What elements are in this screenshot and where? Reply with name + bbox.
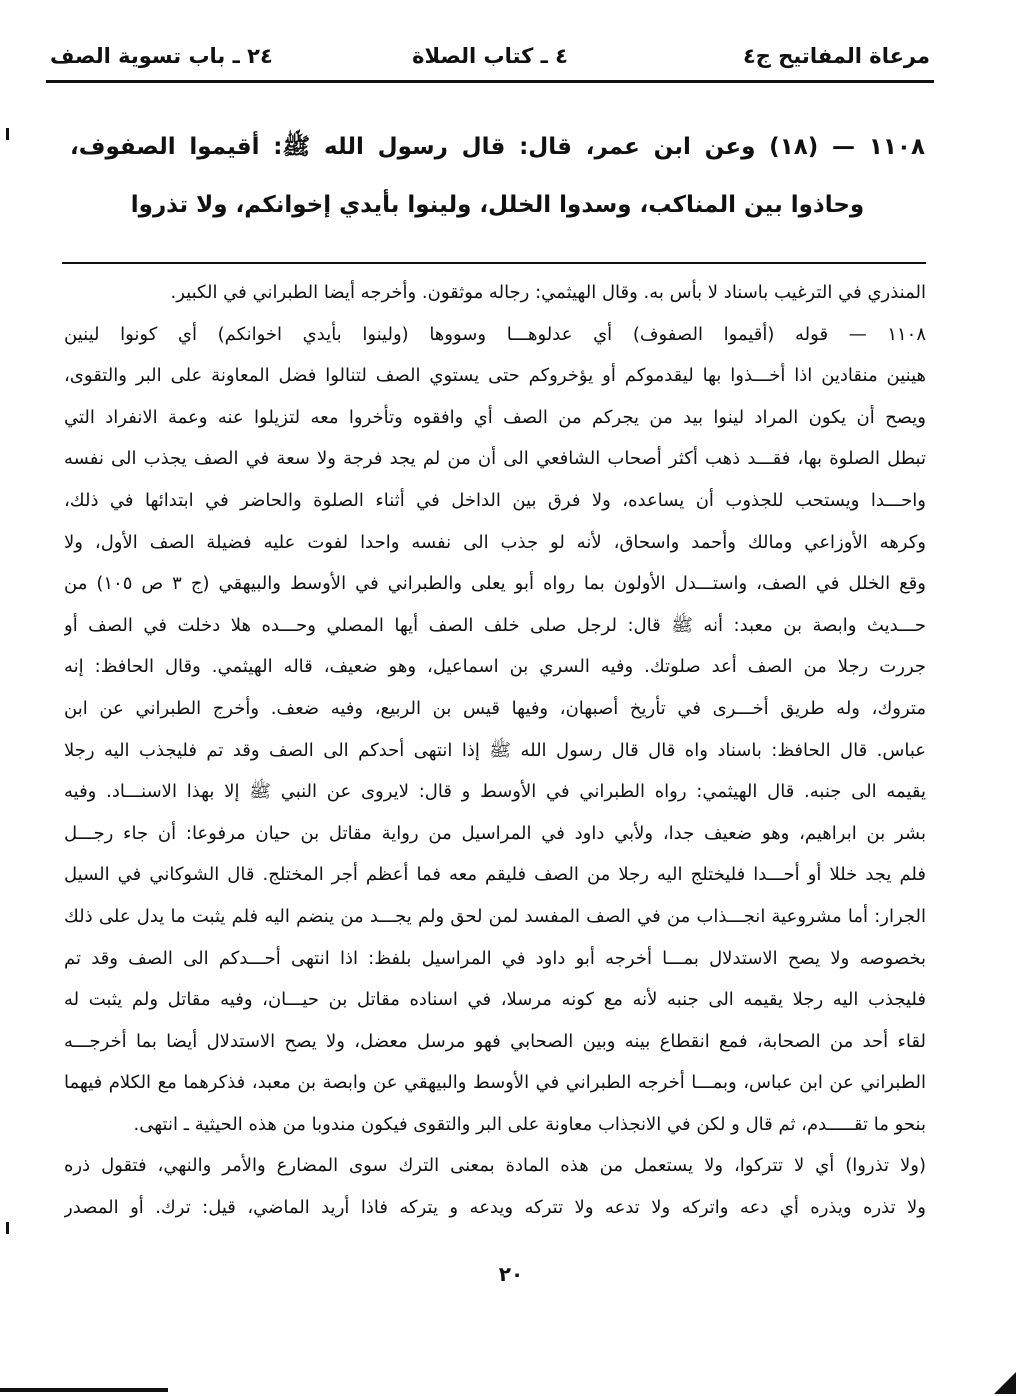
page-corner-mark (994, 1372, 1016, 1394)
commentary-line: (ولا تذروا) أي لا تتركوا، ولا يستعمل من هذه المادة بمعنى الترك سوى المضارع والأمر والنهي، فتقول ذره (64, 1155, 926, 1177)
scan-edge-mark (6, 128, 9, 140)
page-number: ٢٠ (498, 1262, 524, 1286)
commentary-line: جررت رجلا من الصف أعد صلوتك. وفيه السري بن اسماعيل، وهو ضعيف، قاله الهيثمي. وقال الحافظ: إنه (64, 656, 926, 678)
commentary-line: ويصح أن يكون المراد لينوا بيد من يجركم من الصف أي وافقوه وتأخروا معه لتزيلوا عنه وعمة الانفراد التي (64, 406, 926, 428)
hadith-text: ١١٠٨ — (١٨) وعن ابن عمر، قال: قال رسول الله ﷺ: أقيموا الصفوف، وحاذوا بين المناكب، وسدوا الخلل، ولينوا بأيدي إخوانكم، ولا تذروا (70, 134, 925, 218)
commentary-line: الطبراني عن ابن عباس، وبمـــا أخرجه الطبراني في الأوسط والبيهقي عن وابصة بن معبد، فذكرهما مع الكلام فيهما (64, 1072, 926, 1094)
commentary-line: الجرار: أما مشروعية انجـــذاب من في الصف المفسد لمن لحق ولم يجـــد من ينضم اليه فلم يثبت ما يدل على ذلك (64, 905, 926, 927)
commentary-line: لقاء أحد من الصحابة، فمع انقطاع بينه وبين الصحابي فهو مرسل معضل، ولا يصح الاستدلال أيضا بما أخرجـــه (64, 1030, 926, 1052)
commentary-line: المنذري في الترغيب باسناد لا بأس به. وقال الهيثمي: رجاله موثقون. وأخرجه أيضا الطبراني في الكبير. (170, 282, 926, 303)
commentary-line: عباس. قال الحافظ: باسناد واه قال قال رسول الله ﷺ إذا انتهى أحدكم الى الصف وقد تم فليجذب اليه رجلا (64, 739, 926, 761)
section-divider (62, 262, 926, 264)
commentary-line: وكرهه الأوزاعي ومالك وأحمد واسحاق، لأنه لو جذب الى نفسه واحدا لفوت عليه فضيلة الصف الأول، ولا (64, 531, 926, 553)
commentary-line: ١١٠٨ — قوله (أقيموا الصفوف) أي عدلوهـــا وسووها (ولينوا بأيدي اخوانكم) أي كونوا لينين (64, 323, 926, 345)
scan-edge-mark (0, 1388, 168, 1392)
commentary-line: تبطل الصلوة بها، فقـــد ذهب أكثر أصحاب الشافعي الى أن من لم يجد فرجة ولا سعة في الصف يجذب الى نفسه (64, 448, 926, 470)
commentary-line: بشر بن ابراهيم، وهو ضعيف جدا، ولأبي داود في المراسيل من رواية مقاتل بن حيان مرفوعا: أن جاء رجـــل (64, 822, 926, 844)
commentary-line: حـــديث وابصة بن معبد: أنه ﷺ قال: لرجل صلى خلف الصف أيها المصلي وحـــده هلا دخلت في الصف أو (64, 614, 926, 636)
commentary-line: ولا تذره ويذره أي دعه واتركه ولا تدعه ولا تتركه ويدعه و يتركه فاذا أريد الماضي، قيل: ترك. أو المصدر (64, 1197, 926, 1219)
chapter-title: ٤ ـ كتاب الصلاة (412, 44, 568, 68)
commentary-body (64, 272, 926, 1229)
header-rule (46, 80, 934, 83)
commentary-line: متروك، وله طريق أخـــرى في تأريخ أصبهان، وفيها قيس بن الربيع، وفيه ضعف. وأخرج الطبراني عن ابن (64, 697, 926, 719)
commentary-line: فليجذب اليه رجلا يقيمه الى جنبه لأنه مع كونه مرسلا، في اسناده مقاتل بن حيـــان، وفيه مقاتل ولم يثبت له (64, 989, 926, 1011)
book-title: مرعاة المفاتيح ج٤ (742, 44, 930, 68)
commentary-line: واحـــدا ويستحب للجذوب أن يساعده، ولا فرق بين الداخل في أثناء الصلوة والحاضر في ابتدائها في ذلك، (64, 489, 926, 511)
section-title: ٢٤ ـ باب تسوية الصف (50, 44, 273, 68)
commentary-line: هينين منقادين اذا أخـــذوا بها ليقدموكم أو يؤخروكم حتى يستوي الصف لتنالوا فضل المعاونة على البر والتقوى، (64, 365, 926, 387)
commentary-line: بنحو ما تقـــــدم، ثم قال و لكن في الانجذاب معاونة على البر والتقوى فيكون مندوبا من هذه الحيثية ـ انتهى. (133, 1113, 926, 1135)
commentary-line: فلم يجد خللا أو أحـــدا فليختلج اليه رجلا من الصف فليقم معه فما أعظم أجر المختلج. قال الشوكاني في السيل (64, 864, 926, 886)
commentary-line: يقيمه الى جنبه. قال الهيثمي: رواه الطبراني في الأوسط و قال: لايروى عن النبي ﷺ إلا بهذا الاسنـــاد. وفيه (64, 781, 926, 803)
running-header (50, 36, 930, 76)
scan-edge-mark (6, 1222, 9, 1234)
commentary-line: بخصوصه ولا يصح الاستدلال بمـــا أخرجه أبو داود في المراسيل بلفظ: اذا انتهى أحـــدكم الى الصف وقد تم (64, 947, 926, 969)
commentary-line: وقع الخلل في الصف، واستـــدل الأولون بما رواه أبو يعلى والطبراني في الأوسط والبيهقي (ج ٣ ص ١٠٥) من (64, 573, 926, 595)
